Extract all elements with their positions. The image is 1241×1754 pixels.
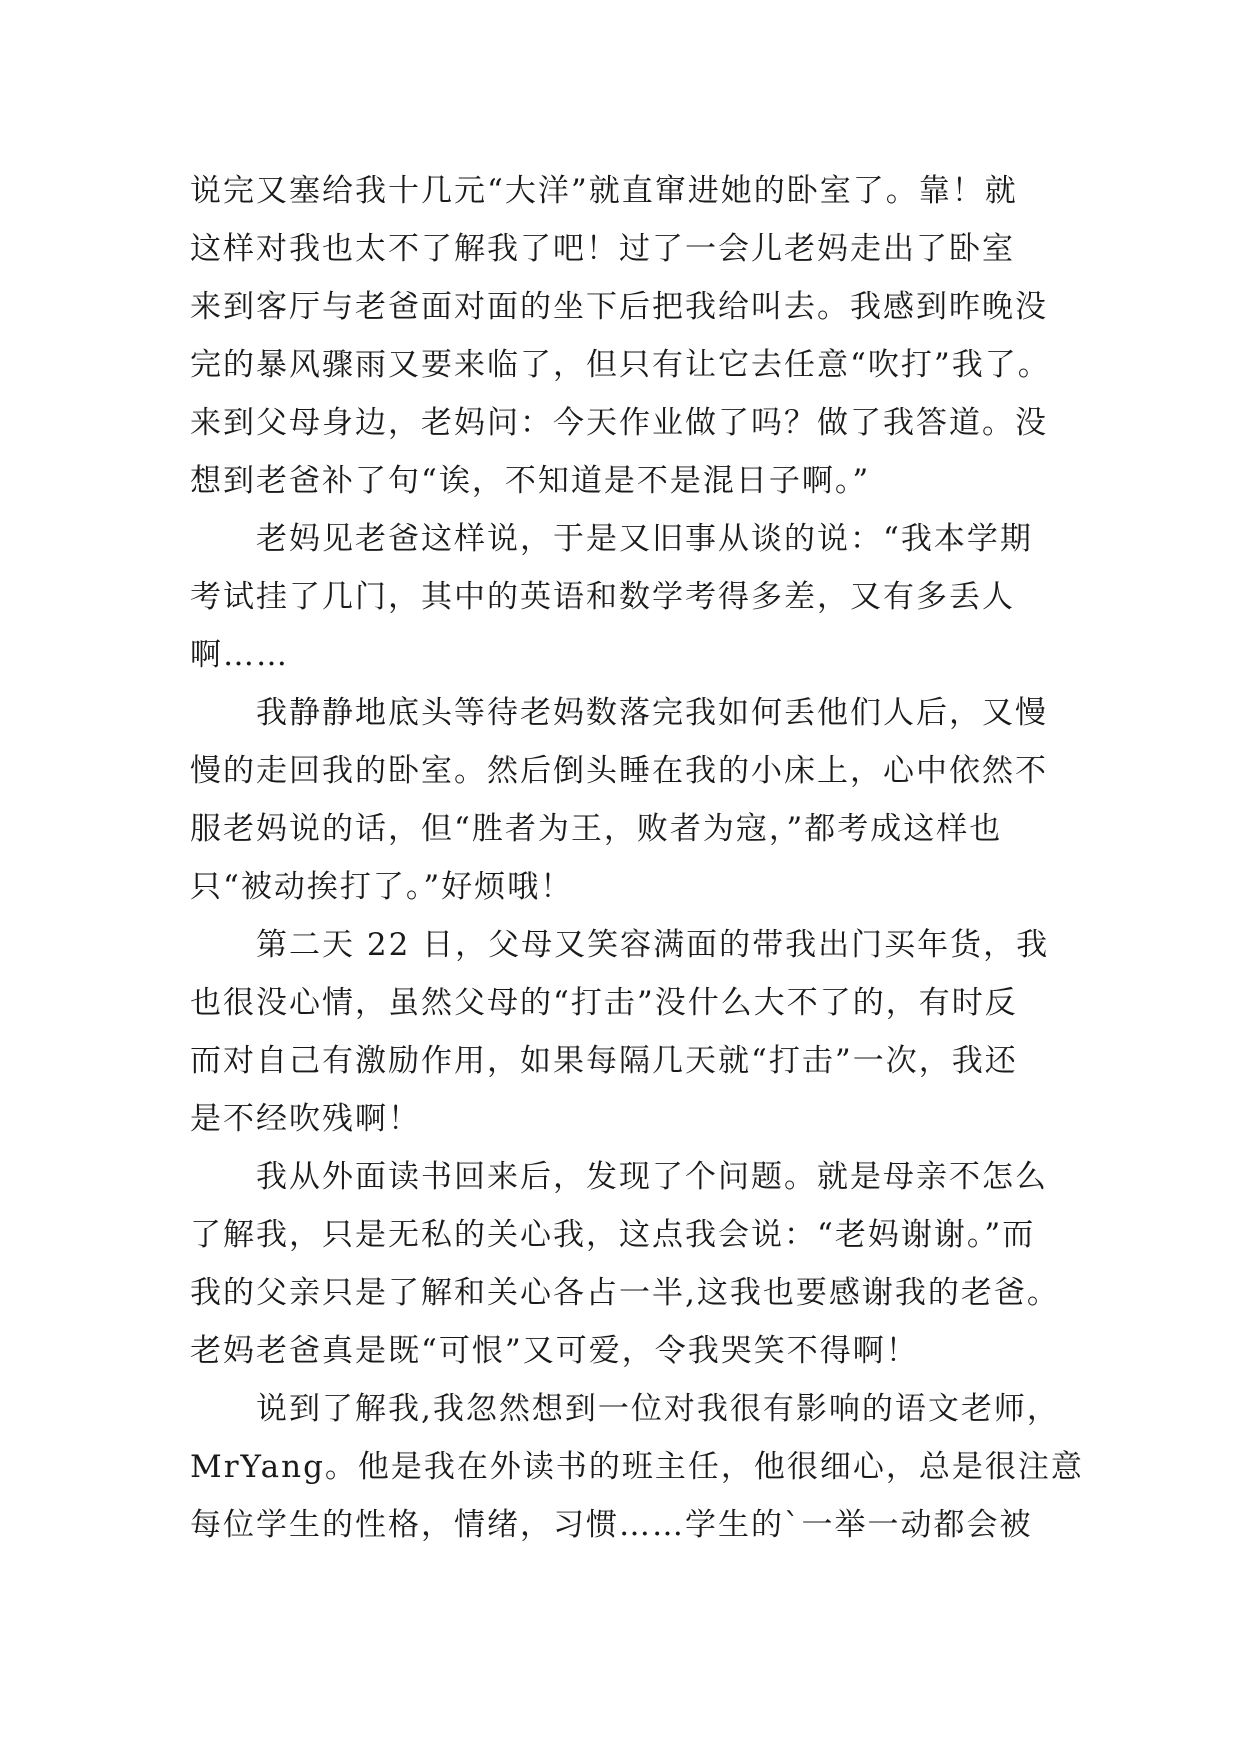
text-line: 服老妈说的话，但“胜者为王，败者为寇，”都考成这样也 <box>190 811 1003 847</box>
text-line: 这样对我也太不了解我了吧！过了一会儿老妈走出了卧室 <box>190 231 1015 267</box>
text-line: 我的父亲只是了解和关心各占一半,这我也要感谢我的老爸。 <box>190 1275 1060 1311</box>
text-line: 只“被动挨打了。”好烦哦！ <box>190 869 574 905</box>
text-line: 完的暴风骤雨又要来临了，但只有让它去任意“吹打”我了。 <box>190 347 1051 383</box>
paragraph-first-line: 我静静地底头等待老妈数落完我如何丢他们人后，又慢 <box>256 695 1048 731</box>
text-line: 想到老爸补了句“诶，不知道是不是混日子啊。” <box>190 463 871 499</box>
text-line: 每位学生的性格，情绪，习惯……学生的`一举一动都会被 <box>190 1507 1033 1543</box>
text-line: 啊…… <box>190 637 289 673</box>
text-line: 说完又塞给我十几元“大洋”就直窜进她的卧室了。靠！就 <box>190 173 1018 209</box>
body-text <box>190 162 1084 1554</box>
paragraph-first-line: 老妈见老爸这样说，于是又旧事从谈的说：“我本学期 <box>256 521 1033 557</box>
text-line: 了解我，只是无私的关心我，这点我会说：“老妈谢谢。”而 <box>190 1217 1036 1253</box>
text-line: 而对自己有激励作用，如果每隔几天就“打击”一次，我还 <box>190 1043 1018 1079</box>
text-line: 也很没心情，虽然父母的“打击”没什么大不了的，有时反 <box>190 985 1018 1021</box>
text-line: 慢的走回我的卧室。然后倒头睡在我的小床上，心中依然不 <box>190 753 1048 789</box>
text-line: 来到客厅与老爸面对面的坐下后把我给叫去。我感到昨晚没 <box>190 289 1048 325</box>
text-line: MrYang。他是我在外读书的班主任，他很细心，总是很注意 <box>190 1449 1084 1485</box>
paragraph-first-line: 第二天 22 日，父母又笑容满面的带我出门买年货，我 <box>256 927 1050 963</box>
paragraph-first-line: 我从外面读书回来后，发现了个问题。就是母亲不怎么 <box>256 1159 1048 1195</box>
paragraph-first-line: 说到了解我,我忽然想到一位对我很有影响的语文老师， <box>256 1391 1060 1427</box>
text-line: 考试挂了几门，其中的英语和数学考得多差，又有多丢人 <box>190 579 1015 615</box>
text-line: 来到父母身边，老妈问：今天作业做了吗？做了我答道。没 <box>190 405 1048 441</box>
text-line: 是不经吹残啊！ <box>190 1101 421 1137</box>
text-line: 老妈老爸真是既“可恨”又可爱，令我哭笑不得啊！ <box>190 1333 919 1369</box>
